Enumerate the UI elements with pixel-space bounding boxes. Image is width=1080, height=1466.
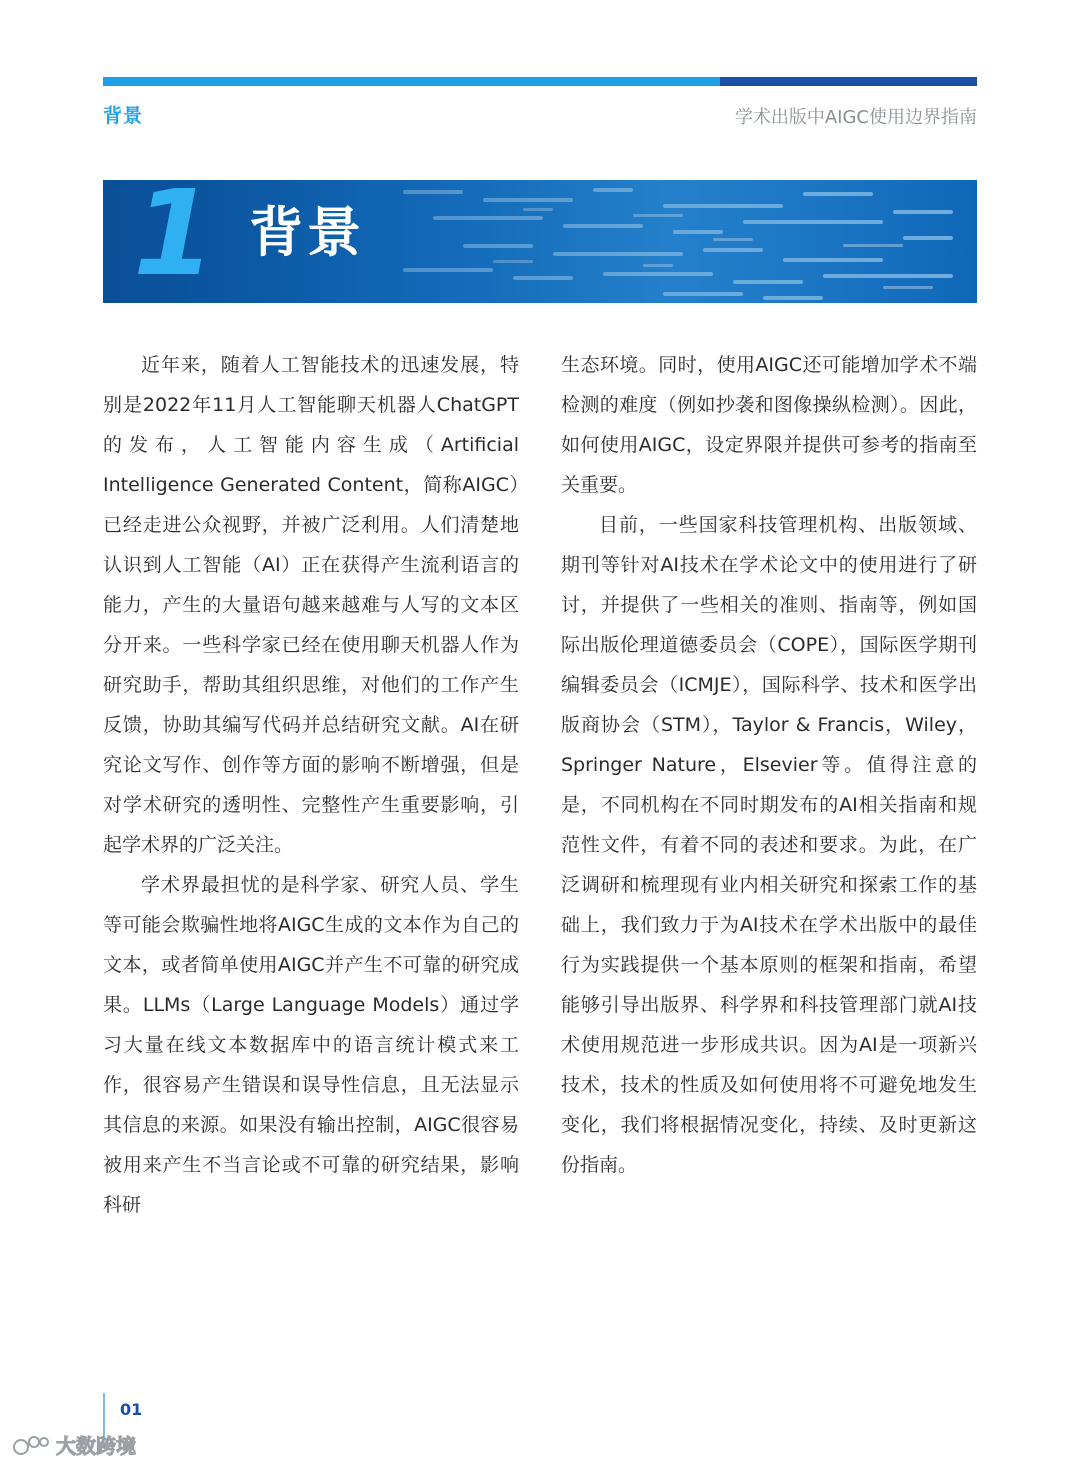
watermark-text: 大数跨境 <box>56 1434 136 1458</box>
header-rule-dark-segment <box>720 77 977 86</box>
watermark-logo-icon <box>12 1434 50 1456</box>
paragraph: 学术界最担忧的是科学家、研究人员、学生等可能会欺骗性地将AIGC生成的文本作为自己的文本，或者简单使用AIGC并产生不可靠的研究成果。LLMs（Large Language Models）通过学习大量在线文本数据库中的语言统计模式来工作，很容易产生错误和误导性信息，且无法显示其信息的来源。如果没有输出控制，AIGC很容易被用来产生不当言论或不可靠的研究结果，影响科研 <box>103 874 519 1216</box>
paragraph: 目前，一些国家科技管理机构、出版领域、期刊等针对AI技术在学术论文中的使用进行了研讨，并提供了一些相关的准则、指南等，例如国际出版伦理道德委员会（COPE），国际医学期刊编辑委员会（ICMJE），国际科学、技术和医学出版商协会（STM），Taylor & Francis，Wiley，Springer Nature，Elsevier等。值得注意的是，不同机构在不同时期发布的AI相关指南和规范性文件，有着不同的表述和要求。为此，在广泛调研和梳理现有业内相关研究和探索工作的基础上，我们致力于为AI技术在学术出版中的最佳行为实践提供一个基本原则的框架和指南，希望能够引导出版界、科学界和科技管理部门就AI技术使用规范进一步形成共识。因为AI是一项新兴技术，技术的性质及如何使用将不可避免地发生变化，我们将根据情况变化，持续、及时更新这份指南。 <box>561 514 977 1176</box>
paragraph: 近年来，随着人工智能技术的迅速发展，特别是2022年11月人工智能聊天机器人ChatGPT的发布，人工智能内容生成（Artificial Intelligence Generated Content，简称AIGC）已经走进公众视野，并被广泛利用。人们清楚地认识到人工智能（AI）正在获得产生流利语言的能力，产生的大量语句越来越难与人写的文本区分开来。一些科学家已经在使用聊天机器人作为研究助手，帮助其组织思维，对他们的工作产生反馈，协助其编写代码并总结研究文献。AI在研究论文写作、创作等方面的影响不断增强，但是对学术研究的透明性、完整性产生重要影响，引起学术界的广泛关注。 <box>103 354 519 856</box>
chapter-number: 1 <box>133 180 216 302</box>
chapter-banner <box>103 180 977 303</box>
header-rule <box>103 77 977 86</box>
body-column-left <box>103 345 519 1225</box>
body-column-right <box>561 345 977 1185</box>
header-rule-light-segment <box>103 77 720 86</box>
watermark <box>12 1430 136 1459</box>
page-number: 01 <box>120 1400 143 1419</box>
running-header-section: 背景 <box>103 105 144 127</box>
running-header-title: 学术出版中AIGC使用边界指南 <box>734 107 977 128</box>
chapter-title: 背景 <box>249 201 365 264</box>
digital-pattern-graphic <box>103 180 977 303</box>
paragraph-continued: 生态环境。同时，使用AIGC还可能增加学术不端检测的难度（例如抄袭和图像操纵检测）。因此，如何使用AIGC，设定界限并提供可参考的指南至关重要。 <box>561 354 977 496</box>
